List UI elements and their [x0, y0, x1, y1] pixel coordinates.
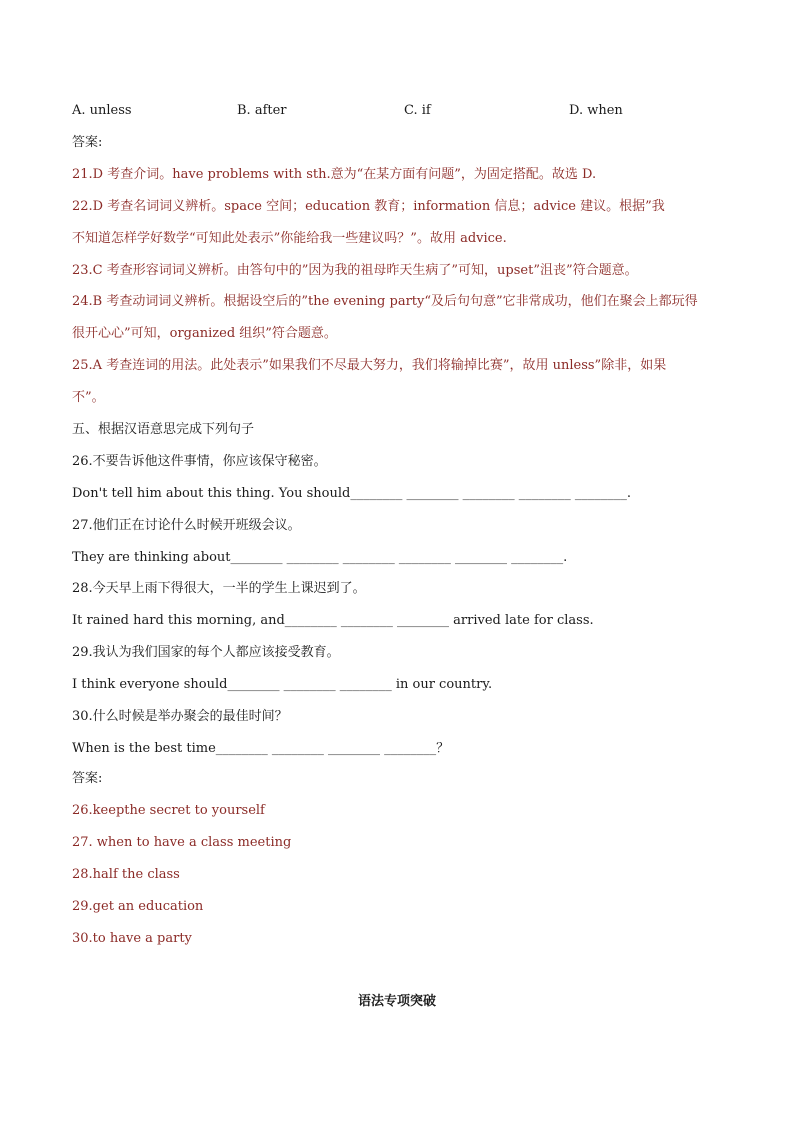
question-29-english: I think everyone should________ ________ ________ in our country.: [72, 677, 493, 692]
answer-label: 答案:: [72, 135, 103, 150]
question-30-chinese: 30.什么时候是举办聚会的最佳时间？: [72, 709, 288, 724]
question-27-english: They are thinking about________ ________ ________ ________ ________ ________.: [72, 550, 568, 565]
option-c: C. if: [404, 103, 431, 118]
explanation-24-cont: 很开心心”可知，organized 组织”符合题意。: [72, 326, 337, 341]
answer-label: 答案:: [72, 771, 103, 786]
answer-29: 29.get an education: [72, 899, 204, 914]
question-27-chinese: 27.他们正在讨论什么时候开班级会议。: [72, 518, 301, 533]
option-b: B. after: [237, 103, 287, 118]
question-26-english: Don't tell him about this thing. You should________ ________ ________ ________ ________.: [72, 486, 631, 501]
section-title: 语法专项突破: [357, 994, 436, 1009]
question-28-chinese: 28.今天早上雨下得很大，一半的学生上课迟到了。: [72, 581, 366, 596]
question-28-english: It rained hard this morning, and________ ________ ________ arrived late for class.: [72, 613, 594, 628]
explanation-24: 24.B 考查动词词义辨析。根据设空后的”the evening party“及后句句意”它非常成功，他们在聚会上都玩得: [72, 294, 698, 309]
answer-28: 28.half the class: [72, 867, 180, 882]
explanation-25-cont: 不”。: [72, 390, 105, 405]
option-a: A. unless: [72, 103, 132, 118]
question-26-chinese: 26.不要告诉他这件事情，你应该保守秘密。: [72, 454, 327, 469]
explanation-22: 22.D 考查名词词义辨析。space 空间；education 教育；information 信息；advice 建议。根据”我: [72, 199, 665, 214]
answer-30: 30.to have a party: [72, 931, 192, 946]
option-d: D. when: [569, 103, 623, 118]
section-heading: 五、根据汉语意思完成下列句子: [72, 422, 255, 437]
explanation-21: 21.D 考查介词。have problems with sth.意为“在某方面有问题”，为固定搭配。故选 D.: [72, 167, 597, 182]
answer-26: 26.keepthe secret to yourself: [72, 803, 265, 818]
answer-27: 27. when to have a class meeting: [72, 835, 292, 850]
question-29-chinese: 29.我认为我们国家的每个人都应该接受教育。: [72, 645, 340, 660]
explanation-25: 25.A 考查连词的用法。此处表示”如果我们不尽最大努力，我们将输掉比赛”，故用 unless”除非，如果: [72, 358, 667, 373]
question-30-english: When is the best time________ ________ ________ ________？: [72, 741, 450, 756]
explanation-23: 23.C 考查形容词词义辨析。由答句中的”因为我的祖母昨天生病了”可知，upset”沮丧”符合题意。: [72, 263, 638, 278]
explanation-22-cont: 不知道怎样学好数学“可知此处表示”你能给我一些建议吗？”。故用 advice.: [72, 231, 507, 246]
